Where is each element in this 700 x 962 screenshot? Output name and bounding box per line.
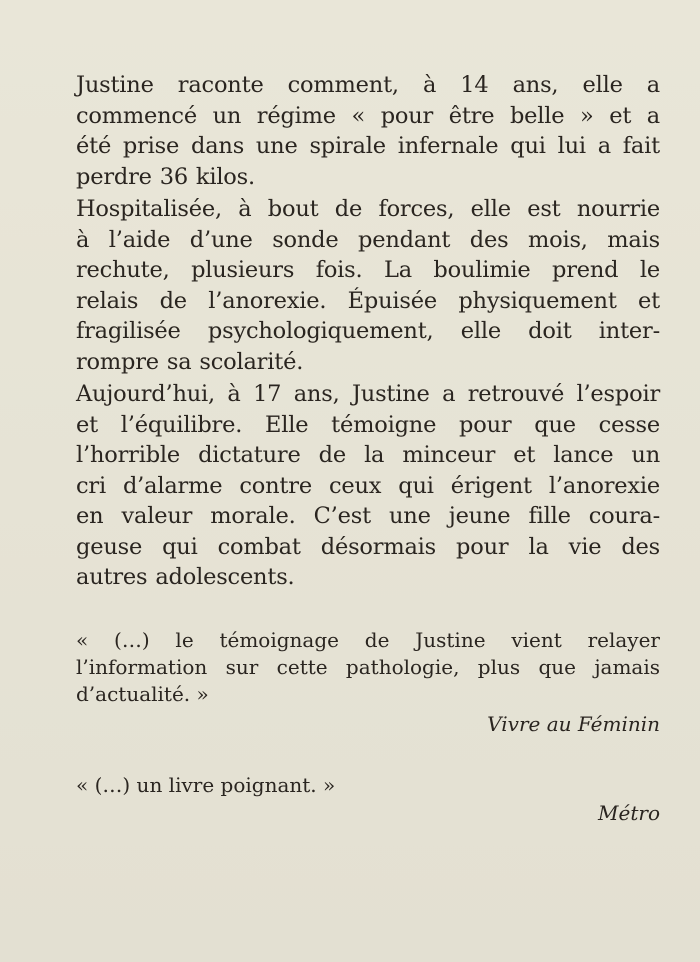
quote-source: Vivre au Féminin <box>487 711 660 736</box>
text-line: été prise dans une spirale infernale qui lui a fait <box>76 133 660 159</box>
press-quote-1 <box>76 627 660 736</box>
text-line: autres adolescents. <box>76 564 295 590</box>
text-line: perdre 36 kilos. <box>76 163 255 190</box>
text-line: geuse qui combat désormais pour la vie des <box>76 533 660 560</box>
text-line: relais de l’anorexie. Épuisée physiquement et <box>76 287 660 314</box>
text-line: Hospitalisée, à bout de forces, elle est nourrie <box>76 196 660 222</box>
text-line: fragilisée psychologiquement, elle doit inter- <box>76 318 660 344</box>
quote-source: Métro <box>598 800 660 825</box>
text-line: commencé un régime « pour être belle » et a <box>76 102 660 129</box>
text-line: l’information sur cette pathologie, plus que jamais <box>76 654 660 679</box>
text-line: rechute, plusieurs fois. La boulimie prend le <box>76 257 660 283</box>
summary-paragraph-1 <box>76 70 660 192</box>
text-line: en valeur morale. C’est une jeune fille coura- <box>76 503 660 529</box>
text-line: d’actualité. » <box>76 681 209 706</box>
text-line: et l’équilibre. Elle témoigne pour que cesse <box>76 411 660 438</box>
text-line: Aujourd’hui, à 17 ans, Justine a retrouvé l’espoir <box>76 381 660 407</box>
text-line: rompre sa scolarité. <box>76 348 304 375</box>
quote-text <box>76 772 660 799</box>
back-cover-text <box>76 70 660 825</box>
text-line: cri d’alarme contre ceux qui érigent l’anorexie <box>76 472 660 499</box>
summary-paragraph-2 <box>76 194 660 377</box>
quote-text <box>76 627 660 708</box>
text-line: l’horrible dictature de la minceur et lance un <box>76 442 660 468</box>
text-line: à l’aide d’une sonde pendant des mois, mais <box>76 226 660 253</box>
press-quote-2 <box>76 772 660 825</box>
summary-paragraph-3 <box>76 379 660 593</box>
text-line: Justine raconte comment, à 14 ans, elle a <box>76 72 660 98</box>
text-line: « (…) le témoignage de Justine vient relayer <box>76 627 660 652</box>
text-line: « (…) un livre poignant. » <box>76 772 336 797</box>
